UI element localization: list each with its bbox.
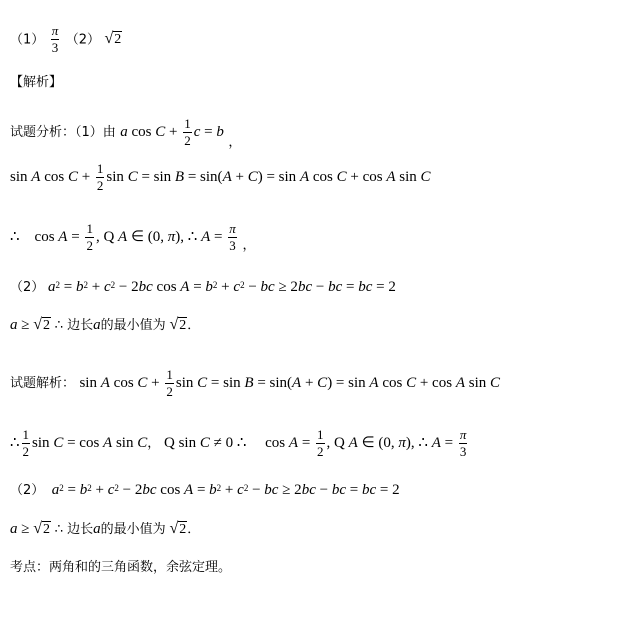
answer-part2-label: （2） <box>65 32 100 48</box>
solution-l2-comma: ， <box>147 435 161 451</box>
solution-l4-sqrt: √2 <box>169 520 187 538</box>
answer-sqrt-arg: 2 <box>114 32 122 47</box>
solution-line-1 <box>10 368 500 399</box>
solution-line-4: a ≥ √2 ∴ 边长a的最小值为 √2． <box>10 520 201 538</box>
keypoint: 考点：两角和的三角函数，余弦定理。 <box>10 560 232 575</box>
analysis-eq-1: a cos C + $\frac{1}{2}$ c = b <box>120 116 224 148</box>
solution-l4-text: ∴ 边长 <box>54 522 94 537</box>
answer-fraction-den: 3 <box>51 40 59 55</box>
solution-l4-var: a <box>93 521 101 537</box>
analysis-header: 【解析】 <box>10 75 63 90</box>
analysis-line-2: sin A cos C + $\frac{1}{2}$ sin C = sin B = sin(A + C) = sin A cos C + cos A sin C <box>10 161 431 193</box>
analysis-l5-end: ． <box>187 318 201 333</box>
analysis-l5-text: ∴ 边长 <box>54 318 94 333</box>
answer-sqrt: √2 <box>104 30 122 47</box>
analysis-line-4: （2） $a^2 = b^2 + c^2 - 2bc$ $\cos A = b^2 + c^2$ − bc ≥ 2bc − bc = bc = 2 <box>10 279 396 295</box>
analysis-label: 试题分析：（1）由 <box>10 124 116 140</box>
solution-part2-label: （2） <box>10 483 45 498</box>
solution-l4-sqrt-arg: 2 <box>179 522 187 538</box>
analysis-line-1 <box>10 117 241 148</box>
solution-eq-1: sin A cos C + $\frac{1}{2}$ sin C = sin B = sin(A + C) = sin A cos C + cos A sin C <box>79 367 501 399</box>
analysis-line-5: a ≥ √2 ∴ 边长a的最小值为 √2． <box>10 316 201 334</box>
therefore-symbol: ∴ <box>10 228 20 245</box>
solution-therefore: ∴ <box>10 434 20 451</box>
answer-fraction-num: π <box>51 23 59 38</box>
analysis-l5-sqrt: √2 <box>169 316 187 334</box>
answer-fraction <box>51 24 60 55</box>
answer-line <box>10 24 122 55</box>
analysis-l5-sqrt-arg: 2 <box>179 318 187 334</box>
analysis-l1-comma: ， <box>228 134 242 150</box>
solution-line-3: （2） $a^2 = b^2 + c^2 - 2bc$ $\cos A = b^2 + c^2$ − bc ≥ 2bc − bc = bc = 2 <box>10 482 400 498</box>
solution-l4-suffix: 的最小值为 <box>100 522 166 537</box>
analysis-l3-comma: ， <box>242 237 256 253</box>
solution-label: 试题解析： <box>10 375 76 391</box>
solution-line-2: ∴ $\frac{1}{2}$ sin C = cos A sin C， Q sin C ≠ 0 ∴ cos A = $\frac{1}{2}$ , Q A ∈ (0, π), ∴ A = $\frac{\pi}{3}$ <box>10 427 467 459</box>
analysis-l5-suffix: 的最小值为 <box>100 318 166 333</box>
answer-part1-label: （1） <box>10 32 45 48</box>
analysis-l5-var: a <box>93 317 101 333</box>
solution-l4-end: ． <box>187 522 201 537</box>
analysis-line-3: ∴ cos A = $\frac{1}{2}$ , Q A ∈ (0, π), ∴ A = $\frac{\pi}{3}$ ， <box>10 221 256 253</box>
analysis-part2-label: （2） <box>10 280 45 295</box>
